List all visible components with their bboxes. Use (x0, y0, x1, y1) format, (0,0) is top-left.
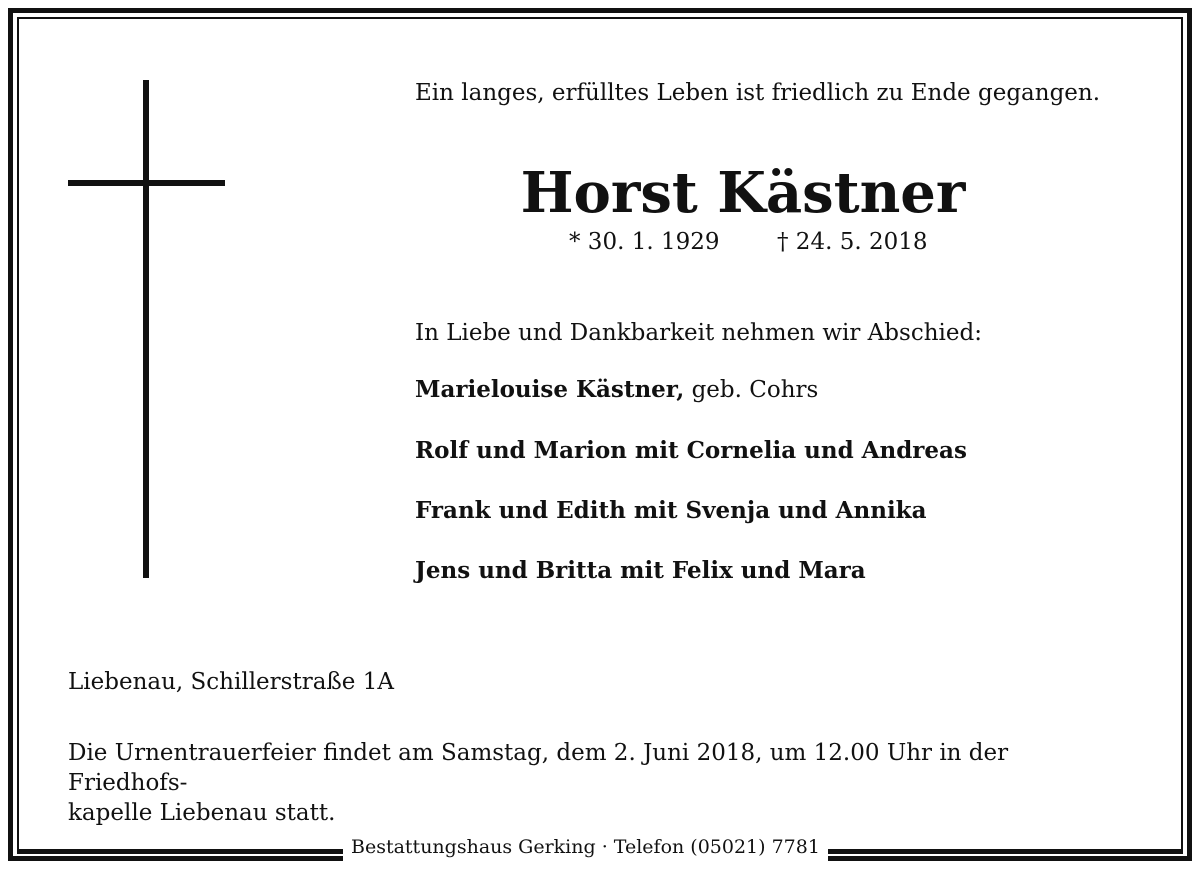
family-line-4: Jens und Britta mit Felix und Mara (415, 557, 866, 584)
farewell-text: In Liebe und Dankbarkeit nehmen wir Abschied: (415, 320, 982, 346)
inner-border (17, 17, 1183, 852)
family-line-spouse (415, 375, 818, 405)
cross-vertical-bar (143, 80, 149, 578)
deceased-name: Horst Kästner (520, 160, 966, 226)
family-line-3: Frank und Edith mit Svenja und Annika (415, 497, 927, 524)
cross-horizontal-bar (68, 180, 225, 186)
death-date: † 24. 5. 2018 (777, 229, 928, 255)
ceremony-line-2: kapelle Liebenau statt. (68, 800, 336, 826)
spouse-maiden-name: geb. Cohrs (684, 377, 819, 403)
birth-date: * 30. 1. 1929 (569, 229, 720, 255)
ceremony-line-1: Die Urnentrauerfeier findet am Samstag, dem 2. Juni 2018, um 12.00 Uhr in der Friedhofs- (68, 740, 1009, 796)
address: Liebenau, Schillerstraße 1A (68, 669, 394, 695)
intro-text: Ein langes, erfülltes Leben ist friedlich zu Ende gegangen. (415, 80, 1101, 106)
funeral-home-footer: Bestattungshaus Gerking · Telefon (05021) 7781 (343, 833, 828, 861)
family-line-2: Rolf und Marion mit Cornelia und Andreas (415, 437, 967, 464)
ceremony-notice (68, 738, 1133, 828)
spouse-name: Marielouise Kästner, (415, 376, 685, 403)
